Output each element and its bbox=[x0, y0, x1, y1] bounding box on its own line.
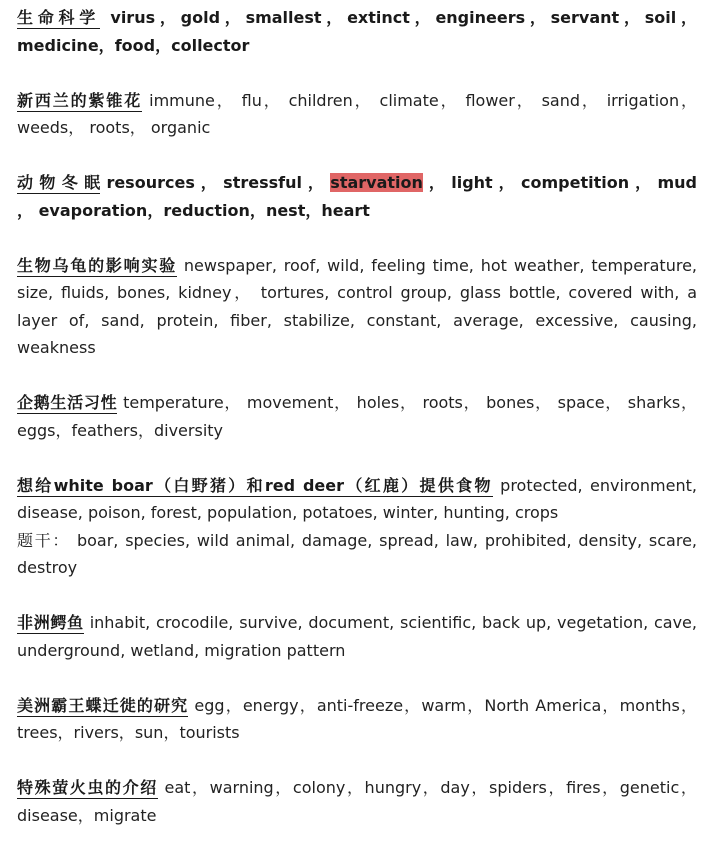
vocab-word: sharks bbox=[627, 393, 681, 412]
vocab-word: survive bbox=[239, 613, 298, 632]
vocab-word: day bbox=[440, 778, 470, 797]
vocab-word: vegetation bbox=[557, 613, 644, 632]
entry-title: 生物乌龟的影响实验 bbox=[17, 255, 177, 275]
vocab-word: weeds bbox=[17, 118, 69, 137]
vocab-word: reduction bbox=[163, 200, 250, 220]
vocab-word: law bbox=[445, 530, 473, 550]
vocab-word: wild bbox=[327, 255, 360, 275]
vocab-word: North America bbox=[484, 695, 602, 715]
vocab-word: scare bbox=[648, 530, 692, 550]
vocab-paragraph: 美洲霸王蝶迁徙的研究 egg，energy，anti-freeze，warm，North America，months，trees，rivers，sun，tourists bbox=[17, 695, 697, 742]
entry-title: 非洲鳄鱼 bbox=[17, 613, 84, 632]
vocab-word: glass bottle bbox=[459, 283, 556, 302]
vocab-word: extinct bbox=[347, 8, 410, 27]
vocab-word: roots bbox=[422, 393, 463, 412]
vocab-paragraph: 想给white boar（白野猪）和red deer（红鹿）提供食物 protected, environment, disease, poison, forest, population, potatoes, winter, hunting, crops bbox=[17, 475, 697, 522]
vocab-word: sand bbox=[101, 310, 140, 330]
vocab-word: medicine bbox=[17, 35, 99, 55]
vocab-word: flower bbox=[465, 90, 515, 110]
vocab-entry bbox=[17, 609, 697, 664]
vocab-word: nest bbox=[265, 200, 306, 220]
vocab-word: colony bbox=[292, 778, 346, 797]
vocab-word: crocodile bbox=[156, 613, 229, 632]
vocab-word: disease bbox=[17, 503, 78, 522]
vocab-entry bbox=[17, 169, 697, 224]
vocab-word: control group bbox=[337, 283, 447, 302]
vocab-entry bbox=[17, 87, 697, 142]
vocab-word: movement bbox=[246, 393, 334, 412]
vocab-word: weakness bbox=[17, 338, 96, 357]
vocab-word: average bbox=[453, 310, 519, 330]
vocab-word: fluids bbox=[60, 283, 105, 302]
vocab-word: eat bbox=[164, 778, 191, 797]
vocab-word: damage bbox=[301, 530, 368, 550]
stem-label: 题干： bbox=[17, 530, 71, 550]
vocab-word: prohibited bbox=[484, 530, 567, 550]
vocab-paragraph: 生命科学 virus，gold，smallest，extinct，engineers，servant，soil，medicine，food，collector bbox=[17, 8, 697, 55]
vocab-word: warning bbox=[209, 778, 274, 797]
vocab-word: holes bbox=[356, 393, 400, 412]
vocab-word: trees bbox=[17, 723, 58, 742]
entry-title: 特殊萤火虫的介绍 bbox=[17, 778, 158, 797]
vocab-paragraph: 非洲鳄鱼 inhabit, crocodile, survive, document, scientific, back up, vegetation, cave, underground, wetland, migration pattern bbox=[17, 613, 697, 660]
vocab-word: roof bbox=[283, 255, 316, 275]
vocab-word: fiber bbox=[230, 310, 267, 330]
vocab-word: constant bbox=[366, 310, 437, 330]
vocab-word: poison bbox=[87, 503, 141, 522]
vocab-word: newspaper bbox=[183, 255, 272, 275]
vocab-word: size bbox=[17, 283, 49, 302]
stem-paragraph: 题干： boar, species, wild animal, damage, spread, law, prohibited, density, scare, destroy bbox=[17, 530, 698, 577]
vocab-word: scientific bbox=[399, 613, 472, 632]
vocab-word: diversity bbox=[153, 420, 223, 440]
vocab-word: mud bbox=[657, 173, 697, 192]
vocab-word: bones bbox=[486, 393, 535, 412]
vocab-word: climate bbox=[379, 90, 439, 110]
vocab-word: servant bbox=[550, 8, 620, 27]
vocab-word: temperature bbox=[123, 393, 224, 412]
vocab-word: species bbox=[125, 530, 185, 550]
vocab-word: anti-freeze bbox=[316, 695, 404, 715]
entry-title: 生命科学 bbox=[17, 8, 101, 27]
vocab-word: rivers bbox=[73, 723, 119, 742]
vocab-word: virus bbox=[110, 8, 156, 27]
vocab-word: genetic bbox=[619, 778, 680, 797]
vocab-entry bbox=[17, 389, 697, 444]
vocab-paragraph: 企鹅生活习性 temperature， movement， holes， roots， bones， space， sharks， eggs，feathers，diversity bbox=[17, 393, 697, 440]
vocab-word: immune bbox=[149, 90, 215, 110]
vocab-word: protected bbox=[500, 475, 578, 495]
vocab-word: wetland bbox=[130, 640, 195, 660]
vocab-word: food bbox=[114, 35, 156, 55]
vocab-word: hunting bbox=[443, 503, 505, 522]
vocab-word: tortures bbox=[260, 283, 325, 302]
vocab-word: children bbox=[288, 90, 353, 110]
vocab-word: inhabit bbox=[89, 613, 146, 632]
vocab-word: feathers bbox=[71, 420, 138, 440]
vocab-word: population bbox=[207, 503, 293, 522]
vocab-word: irrigation bbox=[606, 90, 680, 110]
vocab-paragraph: 特殊萤火虫的介绍 eat，warning，colony，hungry，day，spiders，fires，genetic，disease，migrate bbox=[17, 778, 697, 825]
vocab-word: temperature bbox=[591, 255, 692, 275]
vocab-word: evaporation bbox=[38, 200, 148, 220]
vocab-word: sun bbox=[134, 723, 164, 742]
vocab-word: environment bbox=[590, 475, 692, 495]
vocab-word: wild animal bbox=[196, 530, 291, 550]
vocab-word: sand bbox=[541, 90, 580, 110]
vocab-word: space bbox=[557, 393, 605, 412]
vocab-entry bbox=[17, 472, 697, 582]
vocab-word: crops bbox=[514, 503, 559, 522]
vocab-word: forest bbox=[150, 503, 197, 522]
vocab-word: document bbox=[308, 613, 390, 632]
vocab-word: destroy bbox=[17, 558, 78, 577]
vocab-word: gold bbox=[180, 8, 221, 27]
vocab-word: boar bbox=[76, 530, 114, 550]
vocab-word: density bbox=[578, 530, 638, 550]
vocab-entry bbox=[17, 4, 697, 59]
vocab-word: stressful bbox=[223, 173, 302, 192]
vocab-word: migrate bbox=[93, 805, 157, 825]
vocab-word: back up bbox=[482, 613, 547, 632]
vocab-word: months bbox=[619, 695, 680, 715]
vocab-word: resources bbox=[106, 173, 195, 192]
vocab-word: cave bbox=[653, 613, 692, 632]
vocab-word: starvation bbox=[330, 173, 423, 192]
vocab-word: eggs bbox=[17, 420, 56, 440]
vocab-word: disease bbox=[17, 805, 78, 825]
vocab-word: underground bbox=[17, 640, 121, 660]
vocab-word: causing bbox=[630, 310, 692, 330]
vocab-word: egg bbox=[194, 695, 225, 715]
vocab-word: warm bbox=[421, 695, 467, 715]
vocab-word: migration pattern bbox=[204, 640, 346, 660]
vocab-word: spiders bbox=[489, 778, 547, 797]
vocab-paragraph: 新西兰的紫锥花 immune， flu， children， climate， flower， sand， irrigation， weeds， roots， organic bbox=[17, 90, 697, 137]
vocab-word: energy bbox=[242, 695, 299, 715]
vocab-paragraph: 生物乌龟的影响实验 newspaper, roof, wild, feeling time, hot weather, temperature, size, fluids, bones, kidney， tortures, control group, glass bottle, covered with, a layer of, sand, protein, fiber, stabilize, constant, average, excessive, causing, weakness bbox=[17, 255, 698, 357]
vocab-word: excessive bbox=[535, 310, 614, 330]
vocab-word: fires bbox=[566, 778, 601, 797]
vocab-word: potatoes bbox=[302, 503, 373, 522]
vocab-word: flu bbox=[241, 90, 262, 110]
vocab-word: soil bbox=[644, 8, 677, 27]
entry-title: 企鹅生活习性 bbox=[17, 393, 118, 412]
vocab-word: bones bbox=[117, 283, 166, 302]
vocab-word: smallest bbox=[245, 8, 322, 27]
vocab-word: feeling time bbox=[371, 255, 469, 275]
vocab-word: engineers bbox=[435, 8, 526, 27]
vocab-word: light bbox=[451, 173, 493, 192]
vocab-word: collector bbox=[171, 35, 250, 55]
vocab-word: tourists bbox=[179, 723, 240, 742]
vocab-word: covered with, a layer of bbox=[17, 283, 698, 330]
vocab-word: winter bbox=[382, 503, 434, 522]
vocab-word: spread bbox=[379, 530, 434, 550]
vocab-word: organic bbox=[150, 118, 211, 137]
entry-title: 新西兰的紫锥花 bbox=[17, 90, 143, 110]
entry-title: 美洲霸王蝶迁徙的研究 bbox=[17, 695, 189, 715]
vocab-word: kidney bbox=[178, 283, 232, 302]
vocab-entry bbox=[17, 774, 697, 829]
vocab-paragraph: 动 物 冬 眠 resources ， stressful ， starvation ， light ， competition ， mud ， evaporation，reduction，nest，heart bbox=[17, 173, 697, 220]
vocab-word: hungry bbox=[364, 778, 422, 797]
vocab-word: competition bbox=[521, 173, 630, 192]
vocab-word: roots bbox=[89, 118, 130, 137]
entry-title: 想给white boar（白野猪）和red deer（红鹿）提供食物 bbox=[17, 475, 493, 495]
vocab-word: protein bbox=[156, 310, 214, 330]
entry-title: 动 物 冬 眠 bbox=[17, 173, 101, 192]
vocab-word: stabilize bbox=[283, 310, 350, 330]
vocab-word: heart bbox=[321, 200, 370, 220]
vocab-entry bbox=[17, 692, 697, 747]
vocab-word: hot weather bbox=[480, 255, 580, 275]
vocabulary-document bbox=[17, 4, 697, 857]
vocab-entry bbox=[17, 252, 697, 362]
